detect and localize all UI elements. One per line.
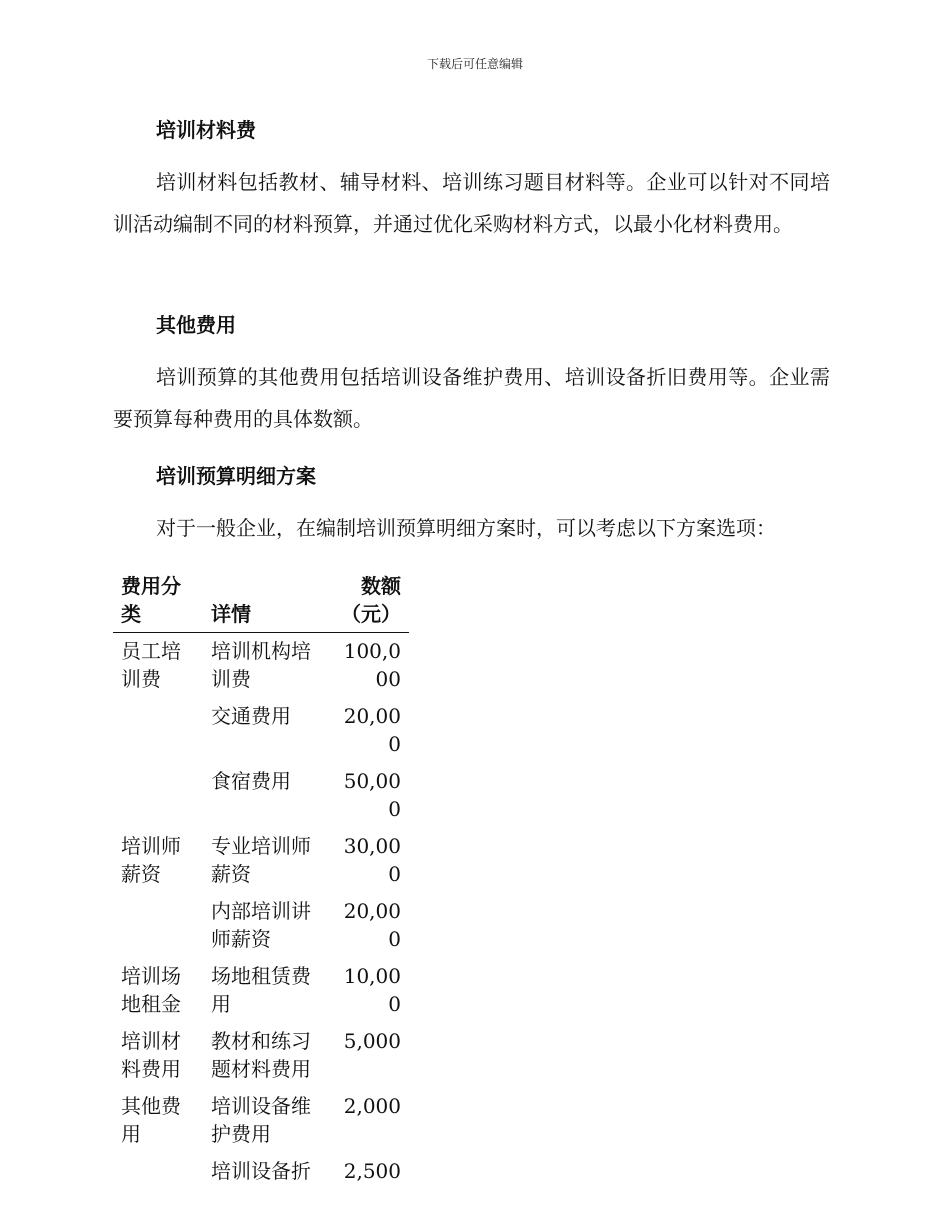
cell-amount: 50,000 bbox=[343, 769, 401, 821]
cell-category: 培训师薪资 bbox=[121, 834, 181, 886]
table-row bbox=[113, 1023, 409, 1088]
cell-amount: 30,000 bbox=[343, 834, 401, 886]
cell-category: 培训材料费用 bbox=[121, 1029, 181, 1081]
cell-amount: 2,000 bbox=[343, 1094, 401, 1118]
column-header-amount: 数额（元） bbox=[333, 568, 409, 633]
cell-detail: 培训设备折 bbox=[211, 1159, 311, 1183]
section-heading-other: 其他费用 bbox=[156, 313, 236, 337]
cell-amount: 5,000 bbox=[343, 1029, 401, 1053]
cell-detail: 培训设备维护费用 bbox=[211, 1094, 311, 1146]
cell-category: 其他费用 bbox=[121, 1094, 181, 1146]
table-row bbox=[113, 763, 409, 828]
cell-detail: 交通费用 bbox=[211, 704, 291, 728]
cell-detail: 教材和练习题材料费用 bbox=[211, 1029, 311, 1081]
cell-category bbox=[113, 698, 203, 763]
table-row bbox=[113, 633, 409, 699]
table-row bbox=[113, 958, 409, 1023]
budget-table bbox=[113, 568, 409, 1190]
cell-amount: 10,000 bbox=[343, 964, 401, 1016]
section-body-plan: 对于一般企业，在编制培训预算明细方案时，可以考虑以下方案选项： bbox=[156, 516, 776, 540]
cell-detail: 食宿费用 bbox=[211, 769, 291, 793]
cell-detail: 培训机构培训费 bbox=[211, 639, 311, 691]
table-row bbox=[113, 1088, 409, 1153]
section-heading-materials: 培训材料费 bbox=[156, 118, 256, 142]
section-body-other: 培训预算的其他费用包括培训设备维护费用、培训设备折旧费用等。企业需要预算每种费用的具体数额。 bbox=[113, 365, 830, 431]
cell-category bbox=[113, 893, 203, 958]
cell-detail: 专业培训师薪资 bbox=[211, 834, 311, 886]
cell-amount: 100,000 bbox=[343, 639, 401, 691]
section-heading-plan: 培训预算明细方案 bbox=[156, 464, 316, 488]
page-header: 下载后可任意编辑 bbox=[426, 57, 523, 71]
table-row bbox=[113, 893, 409, 958]
cell-detail: 场地租赁费用 bbox=[211, 964, 311, 1016]
cell-detail: 内部培训讲师薪资 bbox=[211, 899, 311, 951]
cell-category: 员工培训费 bbox=[121, 639, 181, 691]
cell-category: 培训场地租金 bbox=[121, 964, 181, 1016]
section-body-materials: 培训材料包括教材、辅导材料、培训练习题目材料等。企业可以针对不同培训活动编制不同的材料预算，并通过优化采购材料方式，以最小化材料费用。 bbox=[113, 170, 830, 236]
cell-amount: 2,500 bbox=[343, 1159, 401, 1183]
cell-amount: 20,000 bbox=[343, 899, 401, 951]
cell-category bbox=[113, 1153, 203, 1190]
table-header-row bbox=[113, 568, 409, 633]
table-row bbox=[113, 1153, 409, 1190]
column-header-detail: 详情 bbox=[203, 568, 333, 633]
column-header-category: 费用分类 bbox=[113, 568, 203, 633]
cell-category bbox=[113, 763, 203, 828]
table-row bbox=[113, 698, 409, 763]
cell-amount: 20,000 bbox=[343, 704, 401, 756]
table-row bbox=[113, 828, 409, 893]
